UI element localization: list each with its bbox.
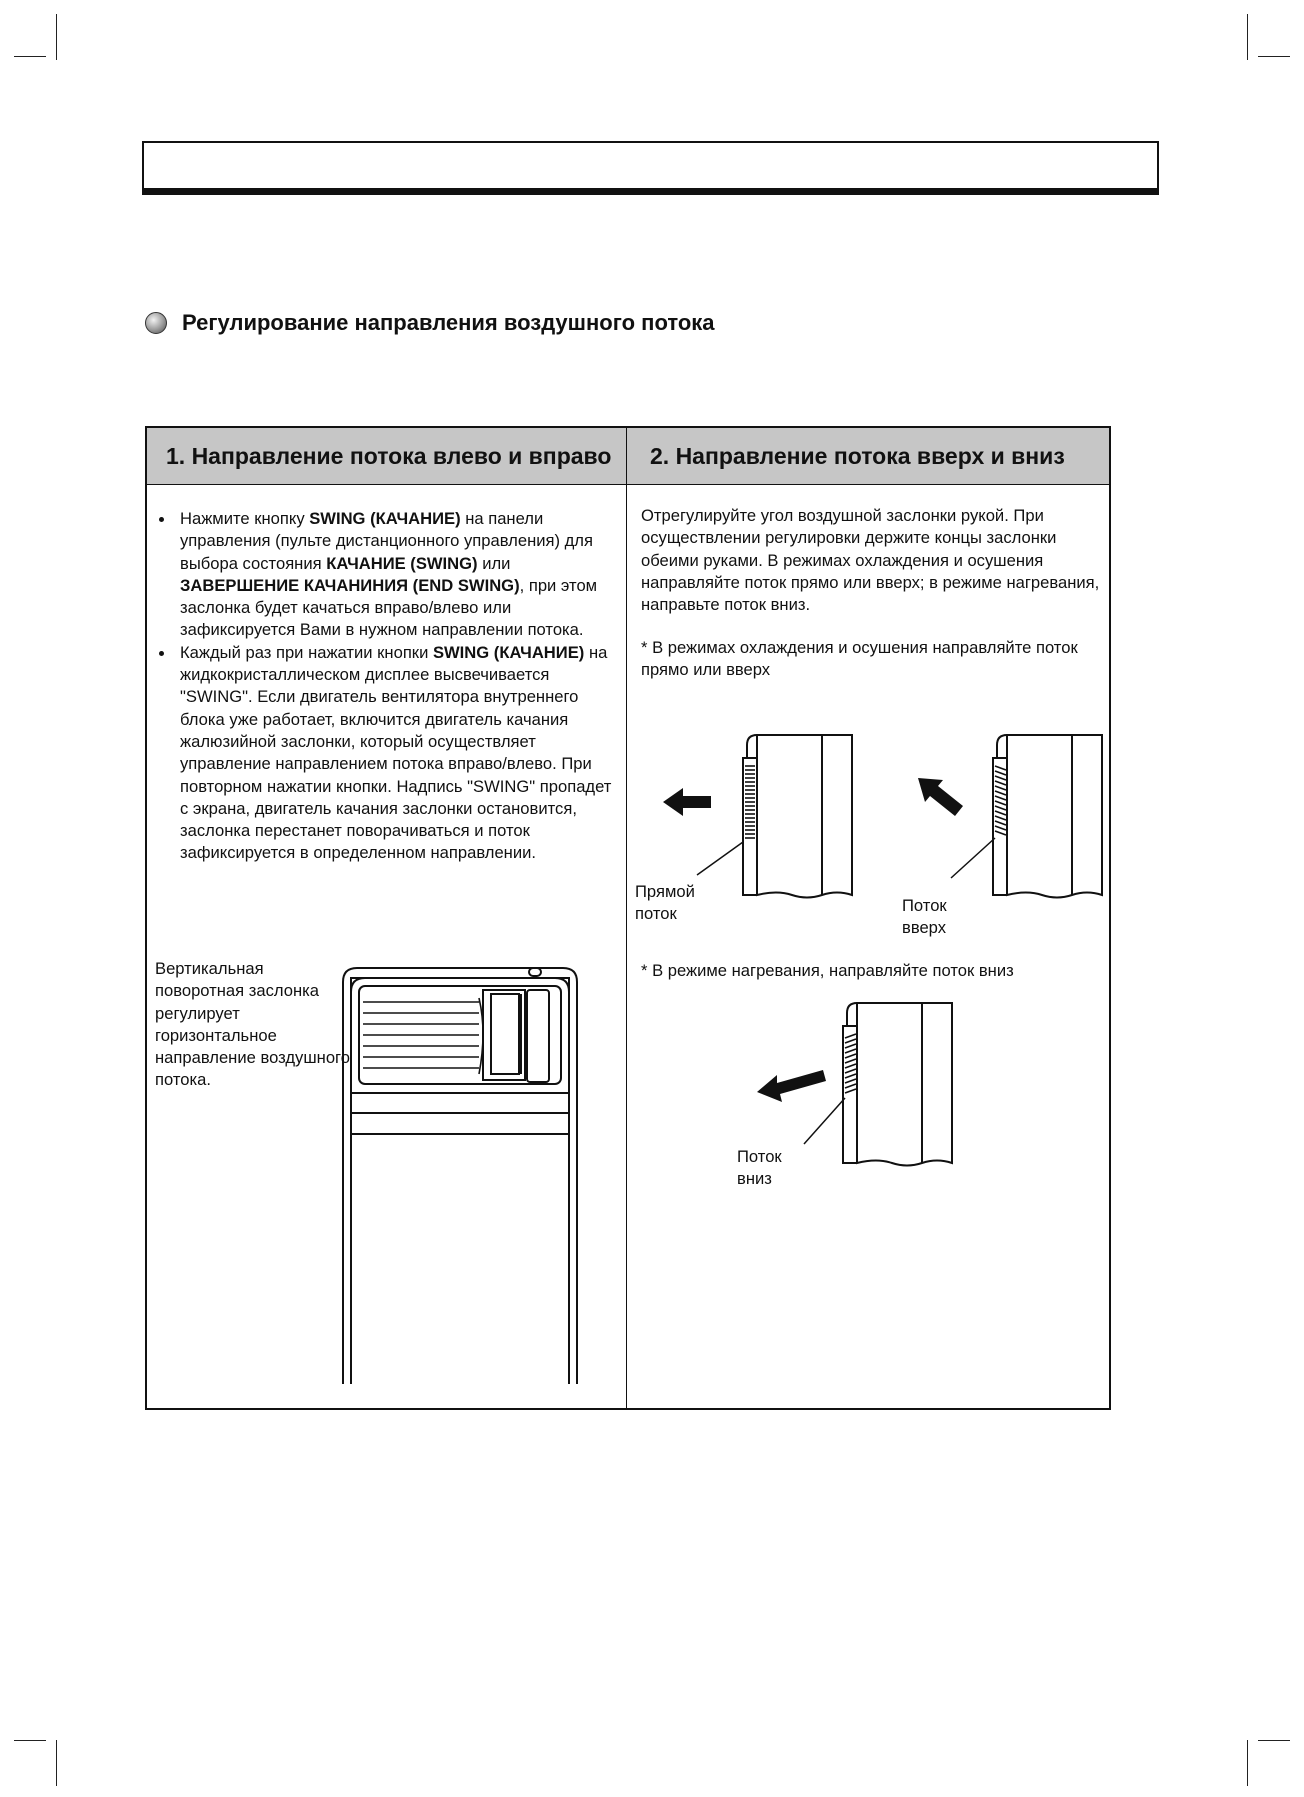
crop-mark-bl-h xyxy=(14,1740,46,1741)
text-run: , при этом заслонка будет качаться вправо/влево или зафиксируется Вами в нужном направлении потока. xyxy=(180,575,598,640)
bold-text-run: КАЧАНИЕ (SWING) xyxy=(326,553,478,573)
section-heading xyxy=(145,310,715,336)
crop-mark-tr-v xyxy=(1247,14,1248,60)
bold-text-run: SWING (КАЧАНИЕ) xyxy=(432,642,585,662)
crop-mark-br-h xyxy=(1258,1740,1290,1741)
unit-straight-flow-illustration xyxy=(647,730,857,900)
left-column-title: 1. Направление потока влево и вправо xyxy=(166,443,612,469)
label-straight-flow: Прямой поток xyxy=(635,882,695,924)
crop-mark-bl-v xyxy=(56,1740,57,1786)
crop-mark-tl-v xyxy=(56,14,57,60)
bold-text-run: ЗАВЕРШЕНИЕ КАЧАНИНИЯ (END SWING) xyxy=(180,575,520,595)
bullet-item-swing-display xyxy=(157,642,612,865)
label-down-flow: Поток вниз xyxy=(737,1147,782,1189)
crop-mark-tr-h xyxy=(1258,56,1290,57)
crop-mark-tl-h xyxy=(14,56,46,57)
bullet-item-swing-button xyxy=(157,508,612,642)
text-run: Нажмите кнопку xyxy=(180,509,310,528)
note-cooling-mode: * В режимах охлаждения и осушения направляйте поток прямо или вверх xyxy=(641,638,1078,680)
right-intro-text: Отрегулируйте угол воздушной заслонки рукой. При осуществлении регулировки держите концы заслонки обеими руками. В режимах охлаждения и осушения направляйте поток прямо или вверх; в режиме нагревания, направьте поток вниз. xyxy=(641,506,1100,615)
note-heating-mode: * В режиме нагревания, направляйте поток вниз xyxy=(641,961,1014,980)
arrow-left-icon xyxy=(663,788,711,816)
bold-text-run: SWING (КАЧАНИЕ) xyxy=(309,509,461,528)
text-run: Каждый раз при нажатии кнопки xyxy=(180,642,433,662)
unit-up-flow-illustration xyxy=(907,730,1107,900)
figure-caption-vertical-louver: Вертикальная поворотная заслонка регулирует горизонтальное направление воздушного потока. xyxy=(155,959,350,1090)
instruction-table xyxy=(145,426,1111,1410)
text-run: на панели управления (пульте дистанционного управления) для выбора состояния xyxy=(180,509,593,573)
label-up-flow: Поток вверх xyxy=(902,896,947,938)
arrow-down-left-icon xyxy=(757,1070,826,1102)
left-bullet-list xyxy=(157,508,612,865)
arrow-up-left-icon xyxy=(918,778,963,816)
section-title: Регулирование направления воздушного потока xyxy=(182,310,715,335)
crop-mark-br-v xyxy=(1247,1740,1248,1786)
column-divider xyxy=(626,428,627,1408)
unit-down-flow-illustration xyxy=(747,998,957,1168)
sphere-bullet-icon xyxy=(145,312,167,334)
page-header-box xyxy=(142,141,1159,195)
text-run: или xyxy=(477,553,511,573)
right-column-title: 2. Направление потока вверх и вниз xyxy=(650,443,1065,469)
text-run: на жидкокристаллическом дисплее высвечивается "SWING". Если двигатель вентилятора внутреннего блока уже работает, включится двигатель качания жалюзийной заслонки, который осуществляет управление направлением потока вправо/влево. При повторном нажатии кнопки. Надпись "SWING" пропадет с экрана, двигатель качания заслонки остановится, заслонка перестанет поворачиваться и поток зафиксируется в определенном направлении. xyxy=(180,642,612,863)
tower-unit-illustration xyxy=(341,962,591,1384)
